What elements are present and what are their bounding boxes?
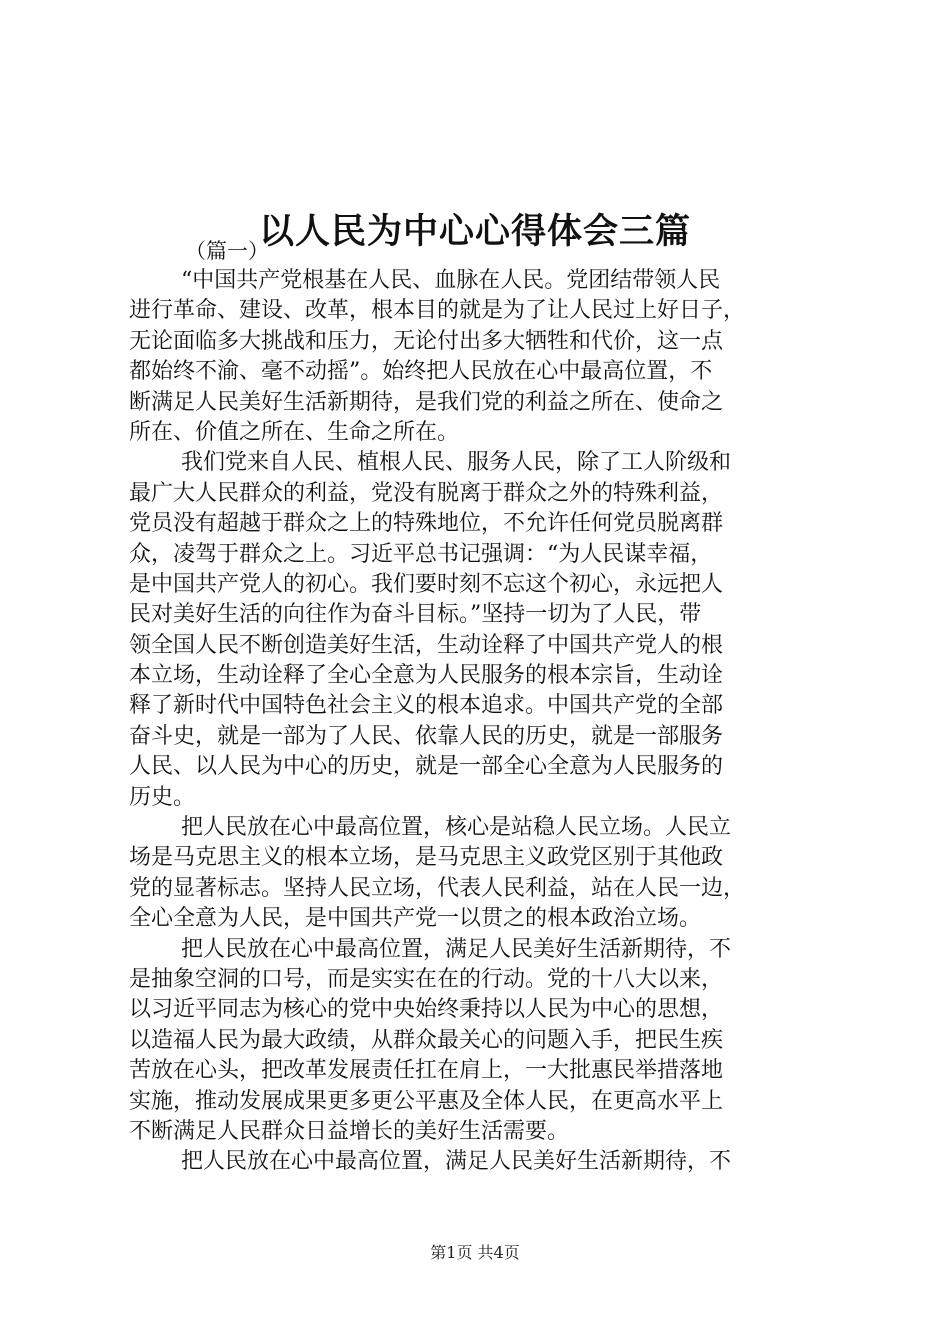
- paragraph-line: 都始终不渝、毫不动摇”。始终把人民放在心中最高位置，不: [129, 359, 713, 385]
- paragraph-line: 所在、价值之所在、生命之所在。: [129, 419, 460, 445]
- paragraph-line: 奋斗史，就是一部为了人民、依靠人民的历史，就是一部服务: [129, 723, 724, 749]
- paragraph-line: 众，凌驾于群众之上。习近平总书记强调：“为人民谋幸福，: [129, 541, 713, 567]
- paragraph-2: [129, 448, 829, 813]
- paragraph-line: 把人民放在心中最高位置，满足人民美好生活新期待，不: [181, 936, 732, 962]
- paragraph-line: 场是马克思主义的根本立场，是马克思主义政党区别于其他政: [129, 845, 724, 871]
- paragraph-line: 是中国共产党人的初心。我们要时刻不忘这个初心，永远把人: [129, 571, 724, 597]
- paragraph-line: 党的显著标志。坚持人民立场，代表人民利益，站在人民一边，: [129, 875, 746, 901]
- paragraph-line: 无论面临多大挑战和压力，无论付出多大牺牲和代价，这一点: [129, 328, 724, 354]
- paragraph-line: 进行革命、建设、改革，根本目的就是为了让人民过上好日子，: [129, 298, 746, 324]
- paragraph-line: 民对美好生活的向往作为奋斗目标。”坚持一切为了人民，带: [129, 602, 702, 628]
- paragraph-line: 把人民放在心中最高位置，核心是站稳人民立场。人民立: [181, 815, 732, 841]
- paragraph-line: 以造福人民为最大政绩，从群众最关心的问题入手，把民生疾: [129, 1027, 724, 1053]
- paragraph-line: 最广大人民群众的利益，党没有脱离于群众之外的特殊利益，: [129, 480, 724, 506]
- paragraph-3: [129, 813, 829, 935]
- paragraph-line: 实施，推动发展成果更多更公平惠及全体人民，在更高水平上: [129, 1088, 724, 1114]
- document-title: 以人民为中心心得体会三篇: [258, 211, 691, 253]
- paragraph-line: 党员没有超越于群众之上的特殊地位，不允许任何党员脱离群: [129, 511, 724, 537]
- paragraph-line: 本立场，生动诠释了全心全意为人民服务的根本宗旨，生动诠: [129, 663, 724, 689]
- paragraph-line: 我们党来自人民、植根人民、服务人民，除了工人阶级和: [181, 450, 732, 476]
- paragraph-line: 全心全意为人民，是中国共产党一以贯之的根本政治立场。: [129, 906, 702, 932]
- paragraph-line: 把人民放在心中最高位置，满足人民美好生活新期待，不: [181, 1149, 732, 1175]
- document-body: [129, 236, 829, 1178]
- paragraph-line: 释了新时代中国特色社会主义的根本追求。中国共产党的全部: [129, 693, 724, 719]
- paragraph-line: 历史。: [129, 784, 196, 810]
- paragraph-4: [129, 935, 829, 1148]
- page-footer: 第1页 共4页: [430, 1243, 520, 1262]
- paragraph-5: [129, 1147, 829, 1177]
- paragraph-line: 是抽象空洞的口号，而是实实在在的行动。党的十八大以来，: [129, 966, 724, 992]
- section-label: （篇一）: [185, 239, 269, 263]
- paragraph-line: 不断满足人民群众日益增长的美好生活需要。: [129, 1118, 570, 1144]
- paragraph-line: 断满足人民美好生活新期待，是我们党的利益之所在、使命之: [129, 389, 724, 415]
- paragraph-line: 领全国人民不断创造美好生活，生动诠释了中国共产党人的根: [129, 632, 724, 658]
- paragraph-line: 以习近平同志为核心的党中央始终秉持以人民为中心的思想，: [129, 997, 724, 1023]
- paragraph-line: 苦放在心头，把改革发展责任扛在肩上，一大批惠民举措落地: [129, 1058, 724, 1084]
- paragraph-1: [129, 266, 829, 448]
- paragraph-line: 人民、以人民为中心的历史，就是一部全心全意为人民服务的: [129, 754, 724, 780]
- paragraph-line: “中国共产党根基在人民、血脉在人民。党团结带领人民: [181, 268, 721, 293]
